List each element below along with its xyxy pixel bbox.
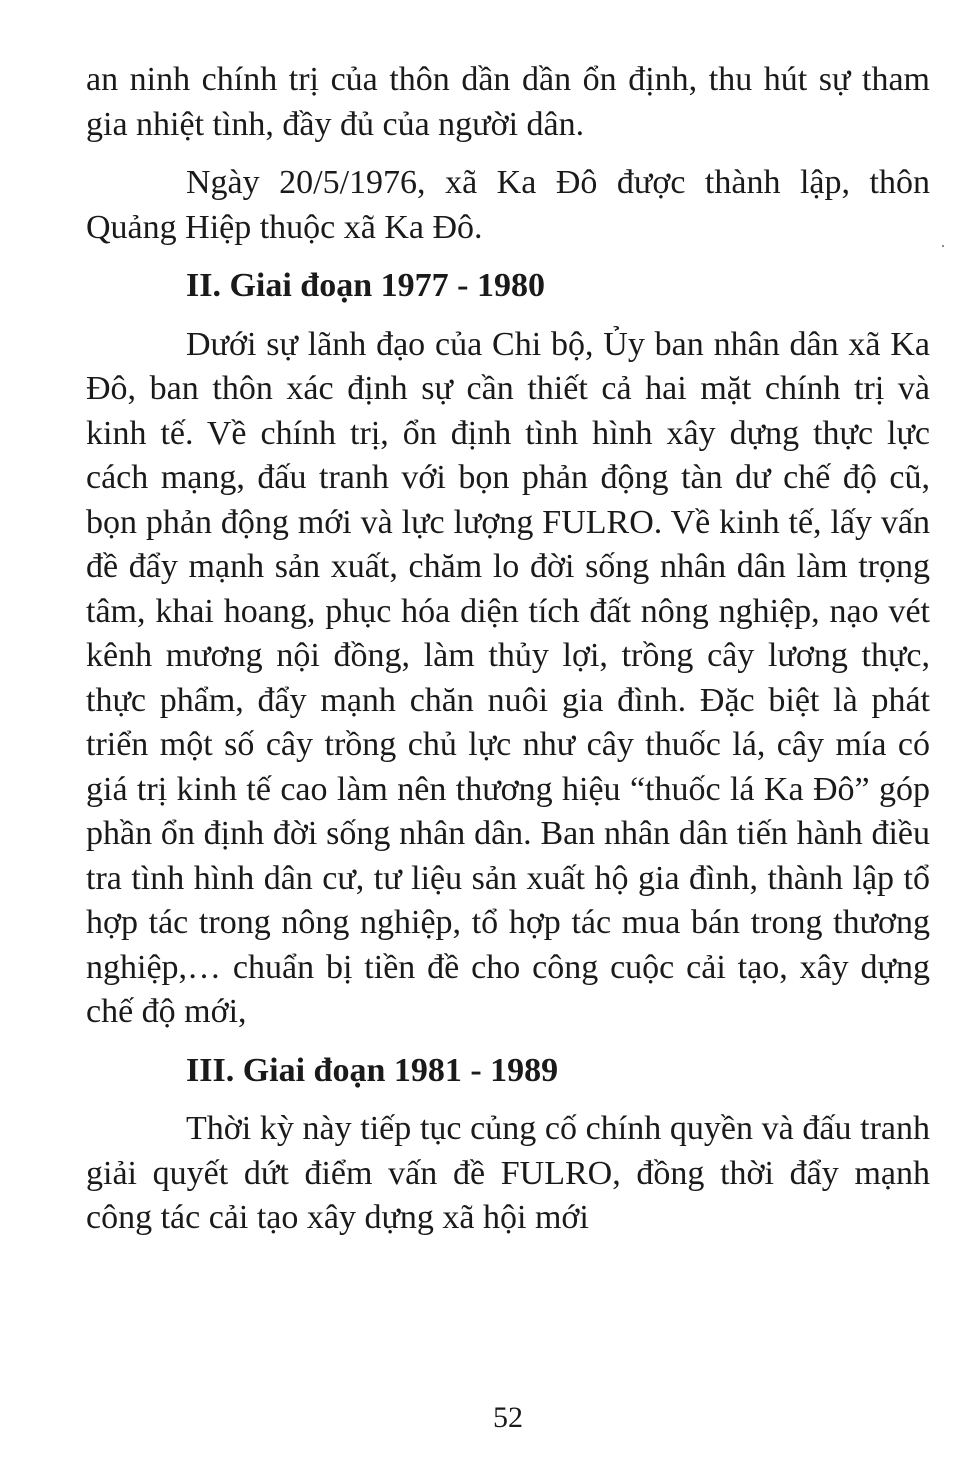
paragraph-continuation: an ninh chính trị của thôn dần dần ổn định, thu hút sự tham gia nhiệt tình, đầy đủ của người dân. <box>86 61 930 143</box>
section-heading-1981-1989: III. Giai đoạn 1981 - 1989 <box>186 1051 559 1089</box>
paragraph-1977-1980: Dưới sự lãnh đạo của Chi bộ, Ủy ban nhân dân xã Ka Đô, ban thôn xác định sự cần thiết cả hai mặt chính trị và kinh tế. Về chính trị, ổn định tình hình xây dựng thực lực cách mạng, đấu tranh với bọn phản động tàn dư chế độ cũ, bọn phản động mới và lực lượng FULRO. Về kinh tế, lấy vấn đề đẩy mạnh sản xuất, chăm lo đời sống nhân dân làm trọng tâm, khai hoang, phục hóa diện tích đất nông nghiệp, nạo vét kênh mương nội đồng, làm thủy lợi, trồng cây lương thực, thực phẩm, đẩy mạnh chăn nuôi gia đình. Đặc biệt là phát triển một số cây trồng chủ lực như cây thuốc lá, cây mía có giá trị kinh tế cao làm nên thương hiệu “thuốc lá Ka Đô” góp phần ổn định đời sống nhân dân. Ban nhân dân tiến hành điều tra tình hình dân cư, tư liệu sản xuất hộ gia đình, thành lập tổ hợp tác trong nông nghiệp, tổ hợp tác mua bán trong thương nghiệp,… chuẩn bị tiền đề cho công cuộc cải tạo, xây dựng chế độ mới, <box>86 325 930 1030</box>
page-number: 52 <box>493 1401 523 1434</box>
paragraph-ka-do-founding: Ngày 20/5/1976, xã Ka Đô được thành lập, thôn Quảng Hiệp thuộc xã Ka Đô. <box>86 164 930 246</box>
section-heading-1977-1980: II. Giai đoạn 1977 - 1980 <box>186 267 545 304</box>
paragraph-1981-1989: Thời kỳ này tiếp tục củng cố chính quyền và đấu tranh giải quyết dứt điểm vấn đề FULRO, đồng thời đẩy mạnh công tác cải tạo xây dựng xã hội mới <box>86 1110 930 1236</box>
document-page <box>86 58 930 1241</box>
scan-speck <box>942 245 944 247</box>
